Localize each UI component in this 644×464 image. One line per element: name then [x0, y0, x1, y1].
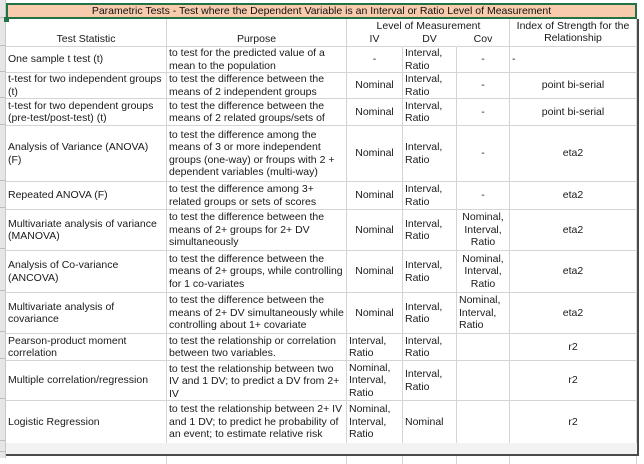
header-label: IV — [369, 32, 380, 45]
header-label: Test Statistic — [56, 32, 116, 45]
next-row[interactable] — [6, 456, 637, 464]
cell-purpose[interactable]: to test the difference between the means of 2+ groups for 2+ DV simultaneously — [167, 210, 347, 251]
cell-iv[interactable]: Nominal — [347, 182, 403, 210]
cell-index[interactable]: eta2 — [510, 126, 637, 182]
empty-cell[interactable] — [510, 456, 637, 464]
title-cell[interactable]: Parametric Tests - Test where the Dependent Variable is an Interval or Ratio Level of Measurement — [6, 3, 637, 19]
cell-iv[interactable]: - — [347, 47, 403, 73]
cell-cov[interactable]: - — [457, 182, 510, 210]
cell-cov[interactable]: Nominal, Interval, Ratio — [457, 293, 510, 334]
cell-purpose[interactable]: to test the difference between the means of 2+ DV simultaneously while controlling about 1+ covariate — [167, 293, 347, 334]
cell-index[interactable]: point bi-serial — [510, 73, 637, 99]
cell-cov[interactable]: - — [457, 126, 510, 182]
cell-dv[interactable]: Interval, Ratio — [403, 126, 457, 182]
empty-row[interactable] — [6, 443, 637, 454]
table-row — [6, 293, 637, 334]
empty-cell[interactable] — [403, 456, 457, 464]
cell-iv[interactable]: Nominal — [347, 99, 403, 126]
cell-index[interactable]: eta2 — [510, 182, 637, 210]
table-row — [6, 182, 637, 210]
cell-index[interactable]: - — [510, 47, 637, 73]
table-row — [6, 251, 637, 293]
cell-purpose[interactable]: to test the relationship between 2+ IV and 1 DV; to predict he probability of an event; to estimate relative risk — [167, 401, 347, 443]
table-row — [6, 99, 637, 126]
cell-dv[interactable]: Interval, Ratio — [403, 182, 457, 210]
cell-index[interactable]: eta2 — [510, 251, 637, 293]
table-row — [6, 47, 637, 73]
cell-index[interactable]: eta2 — [510, 210, 637, 251]
cell-index[interactable]: point bi-serial — [510, 99, 637, 126]
cell-dv[interactable]: Interval, Ratio — [403, 47, 457, 73]
cell-dv[interactable]: Interval, Ratio — [403, 210, 457, 251]
cell-cov[interactable]: - — [457, 99, 510, 126]
cell-cov[interactable]: Nominal, Interval, Ratio — [457, 251, 510, 293]
header-label: Purpose — [236, 32, 277, 45]
cell-dv[interactable]: Interval, Ratio — [403, 334, 457, 361]
table-row — [6, 334, 637, 361]
cell-test[interactable]: Analysis of Variance (ANOVA) (F) — [6, 126, 167, 182]
cell-index[interactable]: eta2 — [510, 293, 637, 334]
cell-iv[interactable]: Nominal — [347, 73, 403, 99]
empty-cell[interactable] — [6, 456, 167, 464]
cell-iv[interactable]: Nominal — [347, 126, 403, 182]
header-label: Cov — [473, 32, 493, 45]
cell-test[interactable]: t-test for two independent groups (t) — [6, 73, 167, 99]
cell-test[interactable]: Multivariate analysis of variance (MANOVA) — [6, 210, 167, 251]
cell-purpose[interactable]: to test the relationship or correlation between two variables. — [167, 334, 347, 361]
cell-test[interactable]: t-test for two dependent groups (pre-test/post-test) (t) — [6, 99, 167, 126]
cell-cov[interactable]: Nominal, Interval, Ratio — [457, 210, 510, 251]
table-grid — [6, 19, 639, 454]
table-row — [6, 401, 637, 443]
cell-iv[interactable]: Nominal, Interval, Ratio — [347, 401, 403, 443]
level-of-measurement-group-label: Level of Measurement — [376, 20, 481, 32]
header-row — [6, 19, 637, 47]
cell-purpose[interactable]: to test for the predicted value of a mean to the population — [167, 47, 347, 73]
header-test-statistic[interactable] — [6, 19, 167, 47]
cell-test[interactable]: Multivariate analysis of covariance — [6, 293, 167, 334]
cell-test[interactable]: Analysis of Co-variance (ANCOVA) — [6, 251, 167, 293]
cell-cov[interactable]: - — [457, 47, 510, 73]
header-index[interactable] — [510, 19, 637, 47]
cell-test[interactable]: One sample t test (t) — [6, 47, 167, 73]
header-purpose[interactable] — [167, 19, 347, 47]
cell-cov[interactable] — [457, 334, 510, 361]
cell-test[interactable]: Repeated ANOVA (F) — [6, 182, 167, 210]
cell-cov[interactable] — [457, 401, 510, 443]
cell-cov[interactable]: - — [457, 73, 510, 99]
cell-index[interactable]: r2 — [510, 361, 637, 401]
cell-iv[interactable]: Nominal, Interval, Ratio — [347, 361, 403, 401]
empty-cell[interactable] — [457, 456, 510, 464]
cell-purpose[interactable]: to test the difference between the means of 2+ groups, while controlling for 1 co-variates — [167, 251, 347, 293]
cell-test[interactable]: Pearson-product moment correlation — [6, 334, 167, 361]
cell-iv[interactable]: Interval, Ratio — [347, 334, 403, 361]
cell-test[interactable]: Multiple correlation/regression — [6, 361, 167, 401]
cell-dv[interactable]: Interval, Ratio — [403, 251, 457, 293]
empty-cell[interactable] — [167, 456, 347, 464]
header-label: Index of Strength for the Relationship — [516, 19, 630, 44]
cell-purpose[interactable]: to test the difference between the means of 2 independent groups — [167, 73, 347, 99]
cell-dv[interactable]: Nominal — [403, 401, 457, 443]
cell-purpose[interactable]: to test the difference between the means of 2 related groups/sets of — [167, 99, 347, 126]
cell-purpose[interactable]: to test the relationship between two IV and 1 DV; to predict a DV from 2+ IV — [167, 361, 347, 401]
cell-dv[interactable]: Interval, Ratio — [403, 73, 457, 99]
cell-index[interactable]: r2 — [510, 334, 637, 361]
table-row — [6, 73, 637, 99]
cell-dv[interactable]: Interval, Ratio — [403, 99, 457, 126]
cell-test[interactable]: Logistic Regression — [6, 401, 167, 443]
cell-dv[interactable]: Interval, Ratio — [403, 293, 457, 334]
cell-dv[interactable]: Interval, Ratio — [403, 361, 457, 401]
cell-iv[interactable]: Nominal — [347, 251, 403, 293]
cell-purpose[interactable]: to test the difference among 3+ related groups or sets of scores — [167, 182, 347, 210]
cell-cov[interactable] — [457, 361, 510, 401]
header-label: DV — [422, 32, 437, 45]
table-row — [6, 361, 637, 401]
empty-cell[interactable] — [347, 456, 403, 464]
cell-iv[interactable]: Nominal — [347, 293, 403, 334]
table-row — [6, 210, 637, 251]
table-row — [6, 126, 637, 182]
cell-index[interactable]: r2 — [510, 401, 637, 443]
cell-iv[interactable]: Nominal — [347, 210, 403, 251]
cell-purpose[interactable]: to test the difference among the means of 3 or more independent groups (one-way) or froups with 2 + dependent variables (multi-way) — [167, 126, 347, 182]
